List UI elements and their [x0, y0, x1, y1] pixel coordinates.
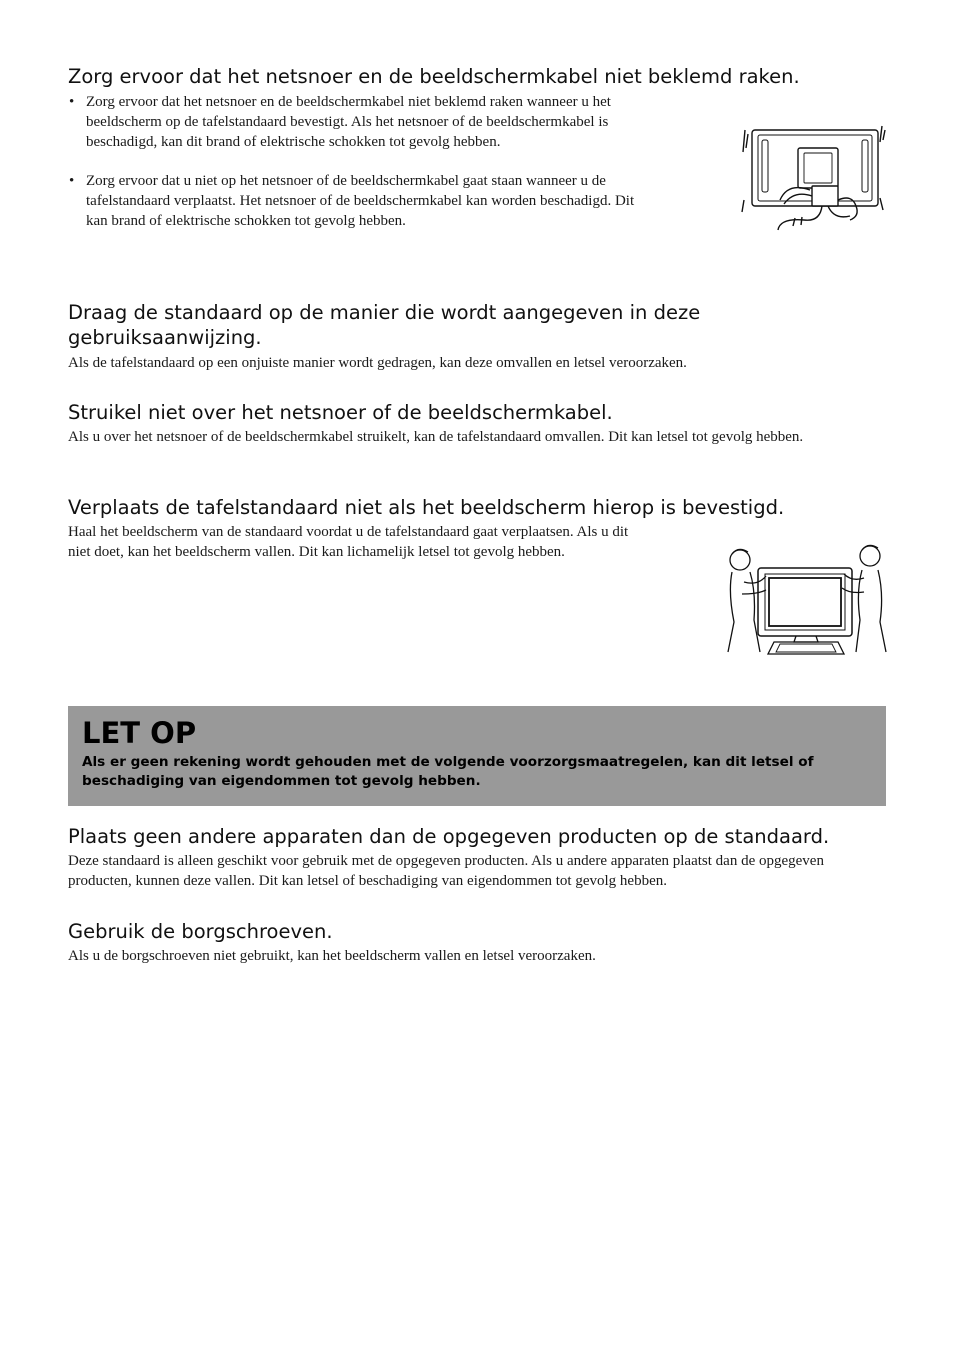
heading-move-stand: Verplaats de tafelstandaard niet als het beeldscherm hierop is bevestigd. — [68, 496, 785, 519]
body-carry-stand: Als de tafelstandaard op een onjuiste manier wordt gedragen, kan deze omvallen en letsel veroorzaken. — [68, 355, 687, 371]
body-other-devices: Deze standaard is alleen geschikt voor gebruik met de opgegeven producten. Als u andere apparaten plaatst dan de opgegeven producten, kunnen deze vallen. Dit kan letsel of beschadiging van eigendommen tot gevolg hebben. — [68, 853, 824, 889]
heading-trip-cable: Struikel niet over het netsnoer of de beeldschermkabel. — [68, 401, 613, 424]
heading-other-devices: Plaats geen andere apparaten dan de opgegeven producten op de standaard. — [68, 825, 830, 848]
caution-box — [68, 706, 886, 806]
bullet-list-cables — [68, 92, 648, 231]
bullet-dot: • — [69, 173, 75, 189]
caution-text: Als er geen rekening wordt gehouden met de volgende voorzorgsmaatregelen, kan dit letsel of beschadiging van eigendommen tot gevolg hebben. — [82, 754, 814, 789]
bullet-dot: • — [69, 94, 75, 110]
body-move-stand: Haal het beeldscherm van de standaard voordat u de tafelstandaard gaat verplaatsen. Als u dit niet doet, kan het beeldscherm vallen. Dit kan lichamelijk letsel tot gevolg hebben. — [68, 524, 629, 560]
bullet-text: Zorg ervoor dat u niet op het netsnoer of de beeldschermkabel gaat staan wanneer u de tafelstandaard verplaatst. Het netsnoer of de beeldschermkabel kan worden beschadigd. Dit kan brand of elektrische schokken tot gevolg hebben. — [86, 173, 635, 229]
display-rear-cable-illustration — [740, 122, 888, 232]
body-lock-screws: Als u de borgschroeven niet gebruikt, kan het beeldscherm vallen en letsel veroorzaken. — [68, 948, 596, 964]
heading-cables-pinched: Zorg ervoor dat het netsnoer en de beeldschermkabel niet beklemd raken. — [68, 65, 800, 88]
caution-title: LET OP — [82, 716, 197, 750]
heading-carry-stand: Draag de standaard op de manier die wordt aangegeven in deze gebruiksaanwijzing. — [68, 301, 701, 349]
list-item — [68, 92, 648, 152]
heading-lock-screws: Gebruik de borgschroeven. — [68, 920, 333, 943]
two-people-carrying-display-illustration — [722, 542, 888, 658]
body-trip-cable: Als u over het netsnoer of de beeldschermkabel struikelt, kan de tafelstandaard omvallen. Dit kan letsel tot gevolg hebben. — [68, 429, 804, 445]
bullet-text: Zorg ervoor dat het netsnoer en de beeldschermkabel niet beklemd raken wanneer u het beeldscherm op de tafelstandaard bevestigt. Als het netsnoer of de beeldschermkabel is beschadigd, kan dit brand of elektrische schokken tot gevolg hebben. — [86, 94, 611, 150]
list-item — [68, 171, 648, 231]
